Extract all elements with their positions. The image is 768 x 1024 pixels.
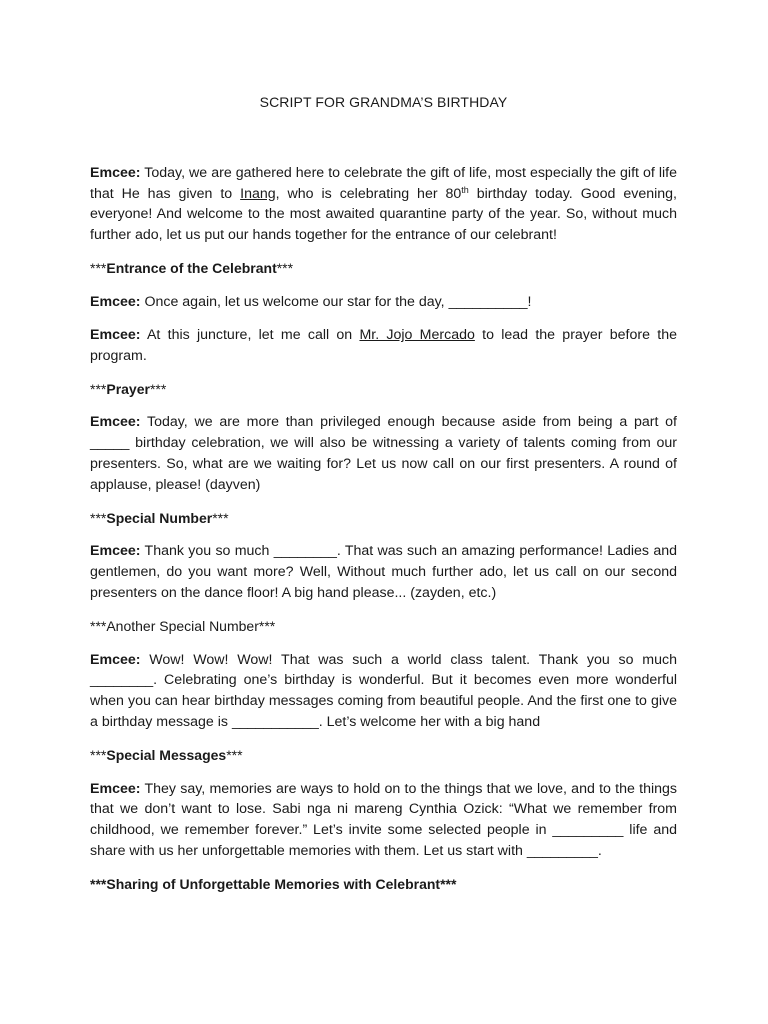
paragraph-text: Today, we are gathered here to celebrate the gift of life, most especially the gift of life that He has given to xyxy=(90,164,677,202)
paragraph-text: birthday today. Good evening, everyone! And welcome to the most awaited quarantine party of the year. So, without much further ado, let us put our hands together for the entrance of our celebrant! xyxy=(90,185,677,244)
section-heading-entrance: ***Entrance of the Celebrant*** xyxy=(90,260,294,277)
section-heading-prayer: ***Prayer*** xyxy=(90,381,167,398)
emcee-label: Emcee: xyxy=(90,780,141,797)
paragraph-opening xyxy=(90,163,677,246)
paragraph-prayer-call xyxy=(90,325,677,367)
document-page xyxy=(90,92,677,908)
emcee-label: Emcee: xyxy=(90,327,141,344)
paragraph-second-presenters xyxy=(90,541,677,603)
paragraph-text: Today, we are more than privileged enough because aside from being a part of _____ birthday celebration, we will also be witnessing a variety of talents coming from our presenters. So, what are we waiting for? Let us now call on our first presenters. A round of applause, please! (dayven) xyxy=(90,414,677,493)
paragraph-text: Once again, let us welcome our star for the day, __________! xyxy=(144,293,532,310)
paragraph-welcome xyxy=(90,292,677,313)
section-heading-sharing-memories: ***Sharing of Unforgettable Memories with Celebrant*** xyxy=(90,876,457,893)
emcee-label: Emcee: xyxy=(90,543,141,560)
emcee-label: Emcee: xyxy=(90,293,141,310)
paragraph-text: Thank you so much ________. That was such an amazing performance! Ladies and gentlemen, do you want more? Well, Without much further ado, let us call on our second presenters on the dance floor! A big hand please... (zayden, etc.) xyxy=(90,543,677,602)
prayer-leader-name: Mr. Jojo Mercado xyxy=(359,327,475,344)
ordinal-suffix: th xyxy=(461,184,469,195)
paragraph-text: to lead the prayer before the program. xyxy=(90,327,677,364)
paragraph-birthday-message xyxy=(90,650,677,733)
paragraph-presenters xyxy=(90,412,677,495)
paragraph-text: , who is celebrating her 80 xyxy=(275,185,462,202)
section-heading-special-number: ***Special Number*** xyxy=(90,510,229,527)
paragraph-text: They say, memories are ways to hold on to the things that we love, and to the things that we don’t want to lose. Sabi nga ni mareng Cynthia Ozick: “What we remember from childhood, we remember forever.” Let’s invite some selected people in _________ life and share with us her unforgettable memories with them. Let us start with _________. xyxy=(90,780,678,860)
paragraph-memories xyxy=(90,779,677,862)
celebrant-name: Inang xyxy=(240,185,276,202)
paragraph-text: At this juncture, let me call on xyxy=(146,327,360,344)
emcee-label: Emcee: xyxy=(90,651,141,668)
emcee-label: Emcee: xyxy=(90,414,141,431)
section-heading-another-special-number: ***Another Special Number*** xyxy=(90,618,276,635)
document-title: SCRIPT FOR GRANDMA’S BIRTHDAY xyxy=(259,94,508,110)
paragraph-text: Wow! Wow! Wow! That was such a world class talent. Thank you so much ________. Celebrating one’s birthday is wonderful. But it becomes even more wonderful when you can hear birthday messages coming from beautiful people. And the first one to give a birthday message is ___________. Let’s welcome her with a big hand xyxy=(90,651,677,731)
emcee-label: Emcee: xyxy=(90,164,141,181)
section-heading-special-messages: ***Special Messages*** xyxy=(90,747,243,764)
